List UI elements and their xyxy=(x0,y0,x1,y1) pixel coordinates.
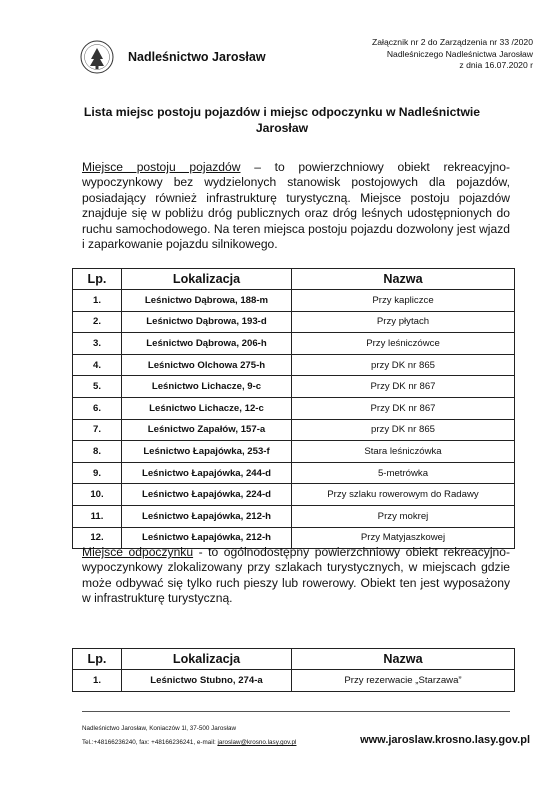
rest-places-table xyxy=(72,648,515,692)
cell-lokalizacja: Leśnictwo Lichacze, 9-c xyxy=(122,376,292,398)
annex-note xyxy=(372,37,533,72)
cell-lokalizacja: Leśnictwo Dąbrowa, 193-d xyxy=(122,311,292,333)
cell-lokalizacja: Leśnictwo Dąbrowa, 206-h xyxy=(122,333,292,355)
table-row xyxy=(73,311,515,333)
definition-term: Miejsce postoju pojazdów xyxy=(82,160,241,174)
cell-lp: 3. xyxy=(73,333,122,355)
column-header-lokalizacja: Lokalizacja xyxy=(122,269,292,290)
cell-lp: 1. xyxy=(73,670,122,692)
cell-lp: 4. xyxy=(73,354,122,376)
cell-lokalizacja: Leśnictwo Łapajówka, 212-h xyxy=(122,527,292,549)
table-row xyxy=(73,505,515,527)
column-header-nazwa: Nazwa xyxy=(292,269,515,290)
organization-name: Nadleśnictwo Jarosław xyxy=(128,50,266,64)
cell-lp: 12. xyxy=(73,527,122,549)
cell-nazwa: Stara leśniczówka xyxy=(292,441,515,463)
cell-lokalizacja: Leśnictwo Dąbrowa, 188-m xyxy=(122,290,292,312)
table-header-row xyxy=(73,649,515,670)
annex-line: z dnia 16.07.2020 r xyxy=(459,60,533,71)
cell-nazwa: Przy rezerwacie „Starzawa” xyxy=(292,670,515,692)
cell-lokalizacja: Leśnictwo Łapajówka, 224-d xyxy=(122,484,292,506)
cell-nazwa: Przy DK nr 867 xyxy=(292,397,515,419)
table-row xyxy=(73,354,515,376)
cell-lp: 7. xyxy=(73,419,122,441)
cell-nazwa: Przy mokrej xyxy=(292,505,515,527)
cell-nazwa: Przy płytach xyxy=(292,311,515,333)
lasy-panstwowe-logo xyxy=(80,40,114,74)
definition-term: Miejsce odpoczynku xyxy=(82,545,194,559)
footer-contact xyxy=(82,739,296,746)
title-line: Jarosław xyxy=(255,121,309,135)
cell-nazwa: Przy szlaku rowerowym do Radawy xyxy=(292,484,515,506)
footer-website-link[interactable]: www.jaroslaw.krosno.lasy.gov.pl xyxy=(360,734,530,746)
table-row xyxy=(73,441,515,463)
cell-lp: 9. xyxy=(73,462,122,484)
cell-lp: 8. xyxy=(73,441,122,463)
cell-nazwa: 5-metrówka xyxy=(292,462,515,484)
cell-nazwa: Przy Matyjaszkowej xyxy=(292,527,515,549)
definition-text: – to powierzchniowy obiekt rekreacyjno-wypoczynkowy bez wydzielonych stanowisk postojowych dla pojazdów, posiadający również infrastrukturę turystyczną. Miejsce postoju pojazdów znajduje się w pobliżu dróg publicznych oraz dróg leśnych udostępnionych do ruchu samochodowego. Na teren miejsca postoju pojazdu dozwolony jest wjazd i zaparkowanie pojazdu silnikowego. xyxy=(82,160,510,252)
annex-line: Załącznik nr 2 do Zarządzenia nr 33 /2020 xyxy=(372,37,533,47)
cell-lp: 10. xyxy=(73,484,122,506)
cell-lp: 11. xyxy=(73,505,122,527)
column-header-lokalizacja: Lokalizacja xyxy=(122,649,292,670)
cell-lokalizacja: Leśnictwo Stubno, 274-a xyxy=(122,670,292,692)
cell-lokalizacja: Leśnictwo Łapajówka, 212-h xyxy=(122,505,292,527)
cell-nazwa: przy DK nr 865 xyxy=(292,354,515,376)
footer-divider xyxy=(82,711,510,712)
footer-address: Nadleśnictwo Jarosław, Koniaczów 1l, 37-500 Jarosław xyxy=(82,725,236,732)
title-line: Lista miejsc postoju pojazdów i miejsc odpoczynku w Nadleśnictwie xyxy=(83,105,481,119)
cell-lp: 2. xyxy=(73,311,122,333)
cell-lokalizacja: Leśnictwo Łapajówka, 244-d xyxy=(122,462,292,484)
annex-line: Nadleśniczego Nadleśnictwa Jarosław xyxy=(386,48,533,59)
footer-email-link[interactable]: jaroslaw@krosno.lasy.gov.pl xyxy=(217,739,297,746)
table-row xyxy=(73,419,515,441)
cell-lokalizacja: Leśnictwo Łapajówka, 253-f xyxy=(122,441,292,463)
cell-nazwa: Przy leśniczówce xyxy=(292,333,515,355)
cell-lp: 5. xyxy=(73,376,122,398)
table-row xyxy=(73,333,515,355)
rest-area-definition xyxy=(82,545,510,607)
table-row xyxy=(73,484,515,506)
document-title xyxy=(60,104,504,136)
column-header-lp: Lp. xyxy=(73,269,122,290)
cell-lokalizacja: Leśnictwo Lichacze, 12-c xyxy=(122,397,292,419)
column-header-nazwa: Nazwa xyxy=(292,649,515,670)
table-row xyxy=(73,462,515,484)
cell-lokalizacja: Leśnictwo Olchowa 275-h xyxy=(122,354,292,376)
cell-nazwa: przy DK nr 865 xyxy=(292,419,515,441)
table-row xyxy=(73,670,515,692)
table-row xyxy=(73,290,515,312)
column-header-lp: Lp. xyxy=(73,649,122,670)
table-header-row xyxy=(73,269,515,290)
cell-lp: 6. xyxy=(73,397,122,419)
cell-lp: 1. xyxy=(73,290,122,312)
footer-phone-fax: Tel.:+48166236240, fax: +48166236241, e-mail: xyxy=(82,739,218,746)
vehicle-parking-definition xyxy=(82,160,510,252)
cell-lokalizacja: Leśnictwo Zapałów, 157-a xyxy=(122,419,292,441)
table-row xyxy=(73,376,515,398)
definition-text: - to ogólnodostępny powierzchniowy obiekt rekreacyjno-wypoczynkowy zlokalizowany przy szlakach turystycznych, w miejscach gdzie może odbywać się tylko ruch pieszy lub rowerowy. Obiekt ten jest wyposażony w infrastrukturę turystyczną. xyxy=(82,545,510,606)
cell-nazwa: Przy DK nr 867 xyxy=(292,376,515,398)
table-row xyxy=(73,397,515,419)
cell-nazwa: Przy kapliczce xyxy=(292,290,515,312)
parking-places-table xyxy=(72,268,515,549)
